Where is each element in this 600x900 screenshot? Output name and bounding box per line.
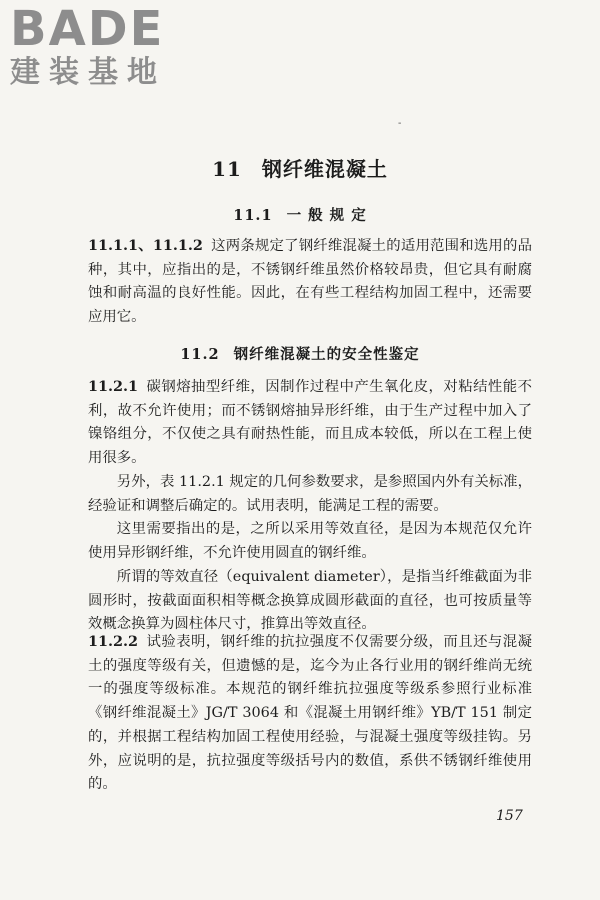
section-heading-11-1 xyxy=(0,204,600,225)
paragraph-text: 这两条规定了钢纤维混凝土的适用范围和选用的品种，其中，应指出的是，不锈钢纤维虽然价格较昂贵，但它具有耐腐蚀和耐高温的良好性能。因此，在有些工程结构加固工程中，还需要应用它。 xyxy=(88,238,532,326)
chapter-number: 11 xyxy=(212,157,242,181)
paragraph-equivalent-diameter-definition: 所谓的等效直径（equivalent diameter），是指当纤维截面为非圆形时，按截面面积相等概念换算成圆形截面的直径，也可按质量等效概念换算为圆柱体尺寸，推算出等效直径。 xyxy=(88,569,532,633)
section-name: 钢纤维混凝土的安全性鉴定 xyxy=(233,346,420,363)
paragraph-11-1-1 xyxy=(88,234,532,330)
paragraph-geometry-params: 另外，表 11.2.1 规定的几何参数要求，是参照国内外有关标准，经验证和调整后确定的。试用表明，能满足工程的需要。 xyxy=(88,474,532,514)
section-number: 11.2 xyxy=(180,346,220,363)
clause-number: 11.2.2 xyxy=(88,633,139,650)
section-number: 11.1 xyxy=(233,207,273,224)
watermark-logo xyxy=(10,1,166,90)
section-name: 一 般 规 定 xyxy=(286,207,367,224)
paragraph-text: 试验表明，钢纤维的抗拉强度不仅需要分级，而且还与混凝土的强度等级有关，但遗憾的是，迄今为止各行业用的钢纤维尚无统一的强度等级标准。本规范的钢纤维抗拉强度等级系参照行业标准《钢纤维混凝土》JG/T 3064 和《混凝土用钢纤维》YB/T 151 制定的，并根据工程结构加固工程使用经验，与混凝土强度等级挂钩。另外，应说明的是，抗拉强度等级括号内的数值，系供不锈钢纤维使用的。 xyxy=(88,634,532,793)
scan-mark: - xyxy=(398,118,402,129)
watermark-subtitle: 建装基地 xyxy=(10,55,166,90)
clause-number: 11.2.1 xyxy=(88,378,139,395)
paragraph-text: 碳钢熔抽型纤维，因制作过程中产生氧化皮，对粘结性能不利，故不允许使用；而不锈钢熔抽异形纤维，由于生产过程中加入了镍铬组分，不仅使之具有耐热性能，而且成本较低，所以在工程上使用很多。 xyxy=(88,379,532,467)
watermark-brand: BADE xyxy=(10,1,165,57)
paragraph-11-2-2 xyxy=(88,630,532,797)
section-heading-11-2 xyxy=(0,343,600,364)
paragraph-11-2-1 xyxy=(88,375,532,471)
page-number: 157 xyxy=(496,808,523,824)
paragraph-equivalent-diameter-reason: 这里需要指出的是，之所以采用等效直径，是因为本规范仅允许使用异形钢纤维，不允许使用圆直的钢纤维。 xyxy=(88,521,532,561)
clause-number: 11.1.1、11.1.2 xyxy=(88,237,203,254)
chapter-title xyxy=(0,153,600,182)
chapter-name: 钢纤维混凝土 xyxy=(261,157,388,181)
